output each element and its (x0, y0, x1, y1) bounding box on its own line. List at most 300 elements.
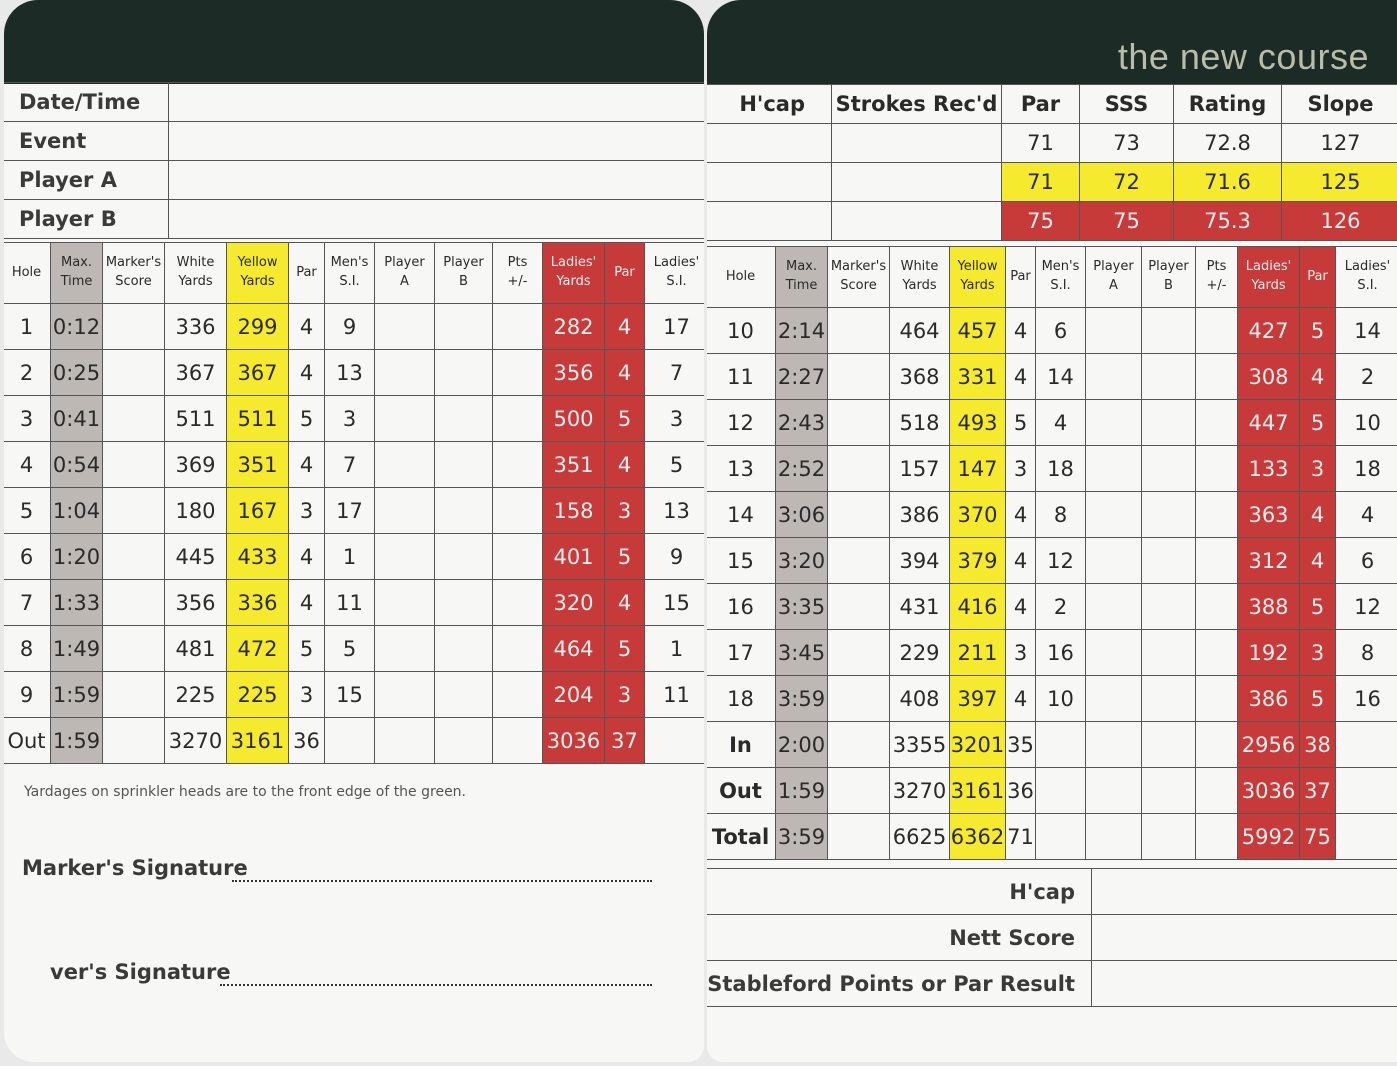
player-a-field[interactable] (169, 161, 705, 200)
hole-number: 4 (4, 442, 51, 488)
strokes-recd-header: Strokes Rec'd (832, 85, 1002, 124)
out-player-b[interactable] (435, 718, 493, 764)
ladies-par-header-back: Par (1300, 247, 1336, 308)
total-player-a[interactable] (1086, 814, 1142, 860)
white-yards-header-back: White Yards (890, 247, 950, 308)
points-header: Pts +/- (493, 243, 543, 304)
player-info-table (4, 82, 704, 239)
marker-score-cell[interactable] (828, 630, 890, 676)
max-time: 1:04 (51, 488, 103, 534)
max-time: 1:59 (51, 672, 103, 718)
total-player-b[interactable] (1142, 814, 1196, 860)
points-cell[interactable] (493, 304, 543, 350)
mens-si: 8 (1036, 492, 1086, 538)
par: 5 (289, 396, 325, 442)
total-player-b[interactable] (1142, 768, 1196, 814)
max-time: 2:14 (776, 308, 828, 354)
ladies-si: 10 (1336, 400, 1397, 446)
out-time: 1:59 (51, 718, 103, 764)
stableford-field[interactable] (1092, 961, 1397, 1007)
player-a-score-cell[interactable] (1086, 446, 1142, 492)
points-cell[interactable] (493, 350, 543, 396)
total-white-yards: 6625 (890, 814, 950, 860)
points-cell[interactable] (1196, 400, 1238, 446)
rating-header-row (707, 85, 1397, 124)
player-b-score-cell[interactable] (435, 442, 493, 488)
marker-score-cell[interactable] (103, 672, 165, 718)
handicap-rating-table (707, 84, 1397, 241)
player-a-score-cell[interactable] (1086, 630, 1142, 676)
player-b-field[interactable] (169, 200, 705, 239)
marker-score-cell[interactable] (828, 400, 890, 446)
mens-si-header: Men's S.I. (325, 243, 375, 304)
total-marker-score[interactable] (828, 814, 890, 860)
yellow-yards: 351 (227, 442, 289, 488)
hole-number: 1 (4, 304, 51, 350)
marker-score-cell[interactable] (828, 354, 890, 400)
points-cell[interactable] (493, 488, 543, 534)
player-b-score-cell[interactable] (1142, 354, 1196, 400)
player-a-score-cell[interactable] (375, 672, 435, 718)
total-ladies-par: 75 (1300, 814, 1336, 860)
ladies-par: 4 (605, 350, 645, 396)
player-a-score-cell[interactable] (1086, 538, 1142, 584)
player-signature-label: ver's Signature (50, 960, 231, 984)
ladies-par: 3 (1300, 630, 1336, 676)
ladies-par: 5 (1300, 400, 1336, 446)
ladies-par-header: Par (605, 243, 645, 304)
yellow-yards: 397 (950, 676, 1006, 722)
marker-score-cell[interactable] (103, 488, 165, 534)
total-row (707, 814, 1397, 860)
mens-si: 17 (325, 488, 375, 534)
mens-si: 14 (1036, 354, 1086, 400)
front-nine-table (4, 242, 704, 764)
player-a-header: Player A (375, 243, 435, 304)
yellow-yards: 167 (227, 488, 289, 534)
yardage-note: Yardages on sprinkler heads are to the front edge of the green. (24, 784, 467, 800)
white-yards: 229 (890, 630, 950, 676)
ladies-si: 5 (645, 442, 705, 488)
marker-score-cell[interactable] (828, 538, 890, 584)
yellow-yards: 433 (227, 534, 289, 580)
out-yellow-yards: 3161 (227, 718, 289, 764)
player-a-score-cell[interactable] (375, 396, 435, 442)
stableford-label: Stableford Points or Par Result (707, 961, 1092, 1007)
player-a-score-cell[interactable] (375, 488, 435, 534)
player-b-score-cell[interactable] (1142, 584, 1196, 630)
par: 5 (1006, 400, 1036, 446)
total-par: 36 (1006, 768, 1036, 814)
yellow-yards: 370 (950, 492, 1006, 538)
player-a-score-cell[interactable] (375, 626, 435, 672)
player-b-score-cell[interactable] (1142, 538, 1196, 584)
par: 4 (289, 304, 325, 350)
out-points[interactable] (493, 718, 543, 764)
marker-score-cell[interactable] (103, 626, 165, 672)
player-a-score-cell[interactable] (375, 534, 435, 580)
max-time-header: Max. Time (51, 243, 103, 304)
strokes-field-player-a[interactable] (832, 163, 1002, 202)
ladies-yards: 308 (1238, 354, 1300, 400)
header-band (4, 0, 704, 84)
hole-number: 12 (707, 400, 776, 446)
ladies-si: 8 (1336, 630, 1397, 676)
back-nine-table (707, 246, 1397, 860)
ladies-par: 4 (1300, 354, 1336, 400)
hole-number: 3 (4, 396, 51, 442)
player-b-score-cell[interactable] (435, 626, 493, 672)
nett-score-label: Nett Score (707, 915, 1092, 961)
ladies-yards: 204 (543, 672, 605, 718)
player-a-label: Player A (4, 161, 169, 200)
marker-signature-line[interactable] (232, 880, 652, 882)
nett-score-field[interactable] (1092, 915, 1397, 961)
hole-number: 10 (707, 308, 776, 354)
footer-hcap-label: H'cap (707, 869, 1092, 915)
par: 4 (289, 580, 325, 626)
hole-row (4, 396, 704, 442)
player-b-score-cell[interactable] (435, 534, 493, 580)
hole-row (4, 626, 704, 672)
player-b-score-cell[interactable] (1142, 676, 1196, 722)
total-par: 71 (1006, 814, 1036, 860)
par: 3 (1006, 446, 1036, 492)
out-player-a[interactable] (375, 718, 435, 764)
date-time-field[interactable] (169, 83, 705, 122)
white-yards: 408 (890, 676, 950, 722)
total-player-a[interactable] (1086, 768, 1142, 814)
hole-number: 18 (707, 676, 776, 722)
ladies-si-header-back: Ladies' S.I. (1336, 247, 1397, 308)
hole-number: 15 (707, 538, 776, 584)
points-cell[interactable] (1196, 584, 1238, 630)
marker-score-cell[interactable] (828, 492, 890, 538)
player-a-score-cell[interactable] (375, 442, 435, 488)
hole-number: 2 (4, 350, 51, 396)
max-time-header-back: Max. Time (776, 247, 828, 308)
marker-score-cell[interactable] (103, 304, 165, 350)
par-header-back: Par (1006, 247, 1036, 308)
hole-row (707, 354, 1397, 400)
points-cell[interactable] (1196, 676, 1238, 722)
total-points[interactable] (1196, 722, 1238, 768)
total-points[interactable] (1196, 768, 1238, 814)
total-yellow-yards: 3201 (950, 722, 1006, 768)
par: 3 (289, 488, 325, 534)
player-b-score-cell[interactable] (435, 396, 493, 442)
out-white-yards: 3270 (165, 718, 227, 764)
mens-si: 18 (1036, 446, 1086, 492)
par-rating-header: Par (1002, 85, 1080, 124)
max-time: 0:25 (51, 350, 103, 396)
mens-si: 12 (1036, 538, 1086, 584)
points-cell[interactable] (1196, 630, 1238, 676)
points-cell[interactable] (1196, 354, 1238, 400)
hcap-field-player-b[interactable] (707, 202, 832, 241)
rating-row-yellow (707, 163, 1397, 202)
ladies-si: 14 (1336, 308, 1397, 354)
mens-si: 10 (1036, 676, 1086, 722)
white-yards: 225 (165, 672, 227, 718)
hole-number: 9 (4, 672, 51, 718)
player-b-score-cell[interactable] (435, 580, 493, 626)
total-ladies-yards: 5992 (1238, 814, 1300, 860)
hcap-field-player-a[interactable] (707, 163, 832, 202)
marker-score-cell[interactable] (828, 676, 890, 722)
ladies-si: 16 (1336, 676, 1397, 722)
white-par: 71 (1002, 124, 1080, 163)
player-a-score-cell[interactable] (1086, 676, 1142, 722)
ladies-yards: 363 (1238, 492, 1300, 538)
scorecard-back-page (707, 0, 1397, 1062)
white-yards: 369 (165, 442, 227, 488)
player-b-score-cell[interactable] (1142, 308, 1196, 354)
footer-row-hcap (707, 869, 1397, 915)
strokes-field-event[interactable] (832, 124, 1002, 163)
event-label: Event (4, 122, 169, 161)
player-signature-line[interactable] (220, 984, 652, 986)
total-ladies-si (1336, 722, 1397, 768)
rating-row-red (707, 202, 1397, 241)
points-cell[interactable] (493, 580, 543, 626)
footer-row-nett (707, 915, 1397, 961)
yellow-yards: 225 (227, 672, 289, 718)
ladies-yards: 351 (543, 442, 605, 488)
white-yards: 511 (165, 396, 227, 442)
info-row-player-a (4, 161, 704, 200)
white-yards: 336 (165, 304, 227, 350)
hole-header-back: Hole (707, 247, 776, 308)
ladies-si: 7 (645, 350, 705, 396)
total-row (707, 722, 1397, 768)
ladies-yards: 401 (543, 534, 605, 580)
player-b-score-cell[interactable] (435, 304, 493, 350)
par: 4 (1006, 492, 1036, 538)
white-sss: 73 (1080, 124, 1174, 163)
ladies-yards: 312 (1238, 538, 1300, 584)
strokes-field-player-b[interactable] (832, 202, 1002, 241)
marker-score-cell[interactable] (103, 396, 165, 442)
mens-si: 6 (1036, 308, 1086, 354)
mens-si: 15 (325, 672, 375, 718)
ladies-yards: 356 (543, 350, 605, 396)
ladies-yards-header-back: Ladies' Yards (1238, 247, 1300, 308)
marker-score-cell[interactable] (103, 350, 165, 396)
total-points[interactable] (1196, 814, 1238, 860)
player-b-header-back: Player B (1142, 247, 1196, 308)
slope-header: Slope (1282, 85, 1397, 124)
player-b-score-cell[interactable] (1142, 446, 1196, 492)
white-slope: 127 (1282, 124, 1397, 163)
ladies-si: 2 (1336, 354, 1397, 400)
hole-row (707, 308, 1397, 354)
mens-si: 9 (325, 304, 375, 350)
player-a-score-cell[interactable] (1086, 492, 1142, 538)
white-yards: 481 (165, 626, 227, 672)
points-cell[interactable] (1196, 308, 1238, 354)
player-b-label: Player B (4, 200, 169, 239)
par: 4 (289, 442, 325, 488)
yellow-yards: 511 (227, 396, 289, 442)
marker-score-cell[interactable] (103, 442, 165, 488)
player-a-score-cell[interactable] (375, 580, 435, 626)
max-time: 1:49 (51, 626, 103, 672)
ladies-si: 11 (645, 672, 705, 718)
player-b-score-cell[interactable] (1142, 492, 1196, 538)
white-yards: 431 (890, 584, 950, 630)
yellow-par: 71 (1002, 163, 1080, 202)
player-b-score-cell[interactable] (435, 672, 493, 718)
hole-row (4, 488, 704, 534)
mens-si: 1 (325, 534, 375, 580)
hole-number: 11 (707, 354, 776, 400)
marker-score-cell[interactable] (828, 308, 890, 354)
par: 3 (289, 672, 325, 718)
mens-si: 2 (1036, 584, 1086, 630)
player-a-score-cell[interactable] (375, 304, 435, 350)
ladies-yards: 427 (1238, 308, 1300, 354)
total-ladies-par: 38 (1300, 722, 1336, 768)
points-cell[interactable] (493, 442, 543, 488)
hole-row (707, 538, 1397, 584)
ladies-si: 1 (645, 626, 705, 672)
ladies-yards: 464 (543, 626, 605, 672)
total-player-a[interactable] (1086, 722, 1142, 768)
points-cell[interactable] (1196, 492, 1238, 538)
marker-score-cell[interactable] (103, 580, 165, 626)
points-cell[interactable] (493, 396, 543, 442)
mens-si: 5 (325, 626, 375, 672)
out-par: 36 (289, 718, 325, 764)
total-yellow-yards: 3161 (950, 768, 1006, 814)
hole-number: 14 (707, 492, 776, 538)
points-cell[interactable] (493, 626, 543, 672)
red-slope: 126 (1282, 202, 1397, 241)
yellow-yards: 147 (950, 446, 1006, 492)
player-b-score-cell[interactable] (435, 350, 493, 396)
marker-score-cell[interactable] (828, 446, 890, 492)
ladies-par: 5 (605, 626, 645, 672)
total-par: 35 (1006, 722, 1036, 768)
points-cell[interactable] (1196, 538, 1238, 584)
player-a-score-cell[interactable] (375, 350, 435, 396)
hole-row (707, 630, 1397, 676)
player-a-header-back: Player A (1086, 247, 1142, 308)
player-a-score-cell[interactable] (1086, 400, 1142, 446)
ladies-yards-header: Ladies' Yards (543, 243, 605, 304)
marker-score-cell[interactable] (103, 534, 165, 580)
player-b-score-cell[interactable] (1142, 400, 1196, 446)
marker-score-header: Marker's Score (103, 243, 165, 304)
hole-row (4, 304, 704, 350)
total-ladies-par: 37 (1300, 768, 1336, 814)
par: 4 (289, 350, 325, 396)
total-label: Out (707, 768, 776, 814)
ladies-yards: 158 (543, 488, 605, 534)
front-nine-rows (4, 304, 704, 718)
ladies-par: 5 (605, 396, 645, 442)
yellow-yards: 331 (950, 354, 1006, 400)
red-sss: 75 (1080, 202, 1174, 241)
ladies-si: 17 (645, 304, 705, 350)
yellow-yards: 416 (950, 584, 1006, 630)
footer-hcap-field[interactable] (1092, 869, 1397, 915)
out-mens-si (325, 718, 375, 764)
player-a-score-cell[interactable] (1086, 308, 1142, 354)
player-b-header: Player B (435, 243, 493, 304)
par: 4 (1006, 538, 1036, 584)
yellow-yards: 493 (950, 400, 1006, 446)
hole-row (707, 676, 1397, 722)
par: 4 (1006, 308, 1036, 354)
hcap-field-event[interactable] (707, 124, 832, 163)
max-time: 3:20 (776, 538, 828, 584)
total-yellow-yards: 6362 (950, 814, 1006, 860)
points-cell[interactable] (493, 534, 543, 580)
yellow-yards: 336 (227, 580, 289, 626)
date-time-label: Date/Time (4, 83, 169, 122)
ladies-par: 5 (605, 534, 645, 580)
player-a-score-cell[interactable] (1086, 584, 1142, 630)
hole-row (4, 350, 704, 396)
total-time: 2:00 (776, 722, 828, 768)
player-b-score-cell[interactable] (1142, 630, 1196, 676)
back-nine-rows (707, 308, 1397, 722)
total-player-b[interactable] (1142, 722, 1196, 768)
total-white-yards: 3355 (890, 722, 950, 768)
points-cell[interactable] (1196, 446, 1238, 492)
result-table (707, 868, 1397, 1007)
out-ladies-si (645, 718, 705, 764)
ladies-par: 4 (605, 304, 645, 350)
par: 4 (1006, 676, 1036, 722)
max-time: 0:54 (51, 442, 103, 488)
marker-score-cell[interactable] (828, 584, 890, 630)
ladies-par: 3 (605, 672, 645, 718)
ladies-yards: 282 (543, 304, 605, 350)
points-cell[interactable] (493, 672, 543, 718)
par: 5 (289, 626, 325, 672)
yellow-rating: 71.6 (1174, 163, 1282, 202)
ladies-si: 9 (645, 534, 705, 580)
par-header: Par (289, 243, 325, 304)
total-label: Total (707, 814, 776, 860)
yellow-yards: 299 (227, 304, 289, 350)
ladies-si: 12 (1336, 584, 1397, 630)
ladies-yards: 500 (543, 396, 605, 442)
player-b-score-cell[interactable] (435, 488, 493, 534)
ladies-yards: 320 (543, 580, 605, 626)
total-ladies-si (1336, 814, 1397, 860)
out-marker-score[interactable] (103, 718, 165, 764)
hcap-header: H'cap (707, 85, 832, 124)
mens-si: 11 (325, 580, 375, 626)
event-field[interactable] (169, 122, 705, 161)
ladies-si: 18 (1336, 446, 1397, 492)
white-yards: 445 (165, 534, 227, 580)
hole-row (4, 534, 704, 580)
yellow-slope: 125 (1282, 163, 1397, 202)
ladies-par: 3 (605, 488, 645, 534)
player-a-score-cell[interactable] (1086, 354, 1142, 400)
hole-number: 13 (707, 446, 776, 492)
total-marker-score[interactable] (828, 722, 890, 768)
white-yards: 180 (165, 488, 227, 534)
total-time: 1:59 (776, 768, 828, 814)
mens-si: 3 (325, 396, 375, 442)
total-marker-score[interactable] (828, 768, 890, 814)
